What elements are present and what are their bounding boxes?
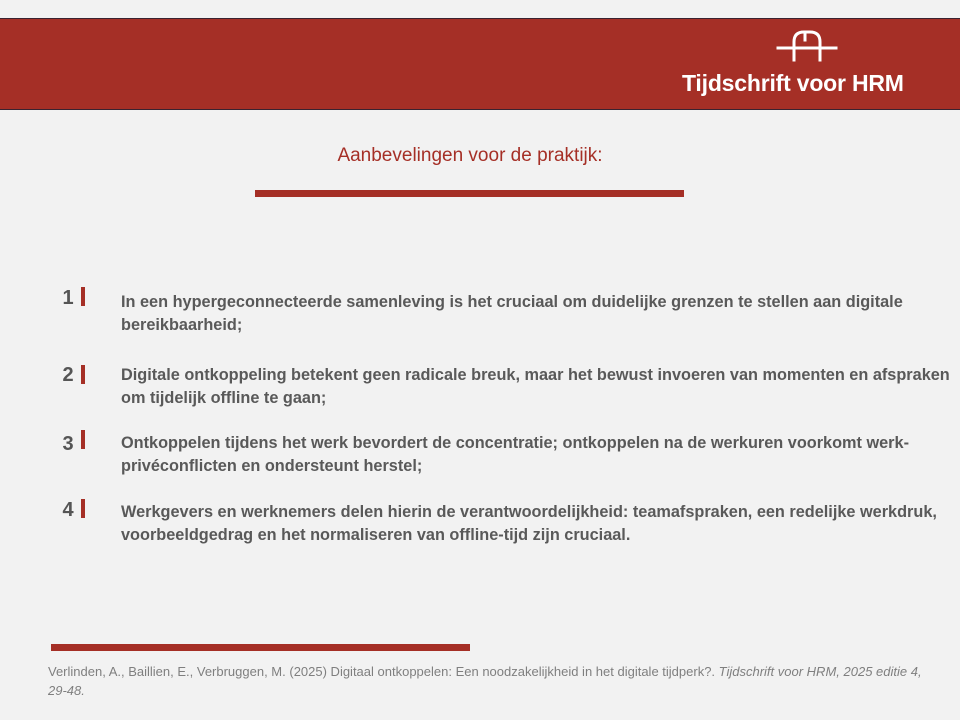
item-marker <box>81 365 85 384</box>
item-number: 1 <box>62 287 74 309</box>
citation <box>48 662 928 700</box>
item-text: Werkgevers en werknemers delen hierin de verantwoordelijkheid: teamafspraken, een redelijke werkdruk, voorbeeldgedrag en het normaliseren van offline-tijd zijn cruciaal. <box>121 503 937 544</box>
title-divider <box>255 190 684 197</box>
citation-authors: Verlinden, A., Baillien, E., Verbruggen, M. (2025) Digitaal ontkoppelen: Een noodzakelijkheid in het digitale tijdperk?. <box>48 664 719 679</box>
building-arch-logo-icon <box>774 26 840 62</box>
item-number: 3 <box>62 433 74 455</box>
item-text: In een hypergeconnecteerde samenleving is het cruciaal om duidelijke grenzen te stellen aan digitale bereikbaarheid; <box>121 293 903 334</box>
citation-journal: Tijdschrift voor HRM, 2025 editie 4, 29-48. <box>48 664 922 698</box>
page-title: Aanbevelingen voor de praktijk: <box>337 145 603 166</box>
footer-divider <box>51 644 470 651</box>
item-text: Digitale ontkoppeling betekent geen radicale breuk, maar het bewust invoeren van momenten en afspraken om tijdelijk offline te gaan; <box>121 366 950 407</box>
item-text: Ontkoppelen tijdens het werk bevordert de concentratie; ontkoppelen na de werkuren voorkomt werk-privéconflicten en ondersteunt herstel; <box>121 434 909 475</box>
item-marker <box>81 499 85 518</box>
item-number: 2 <box>62 364 74 386</box>
item-marker <box>81 287 85 306</box>
brand-name: Tijdschrift voor HRM <box>682 70 904 96</box>
item-marker <box>81 430 85 449</box>
item-number: 4 <box>62 499 74 521</box>
